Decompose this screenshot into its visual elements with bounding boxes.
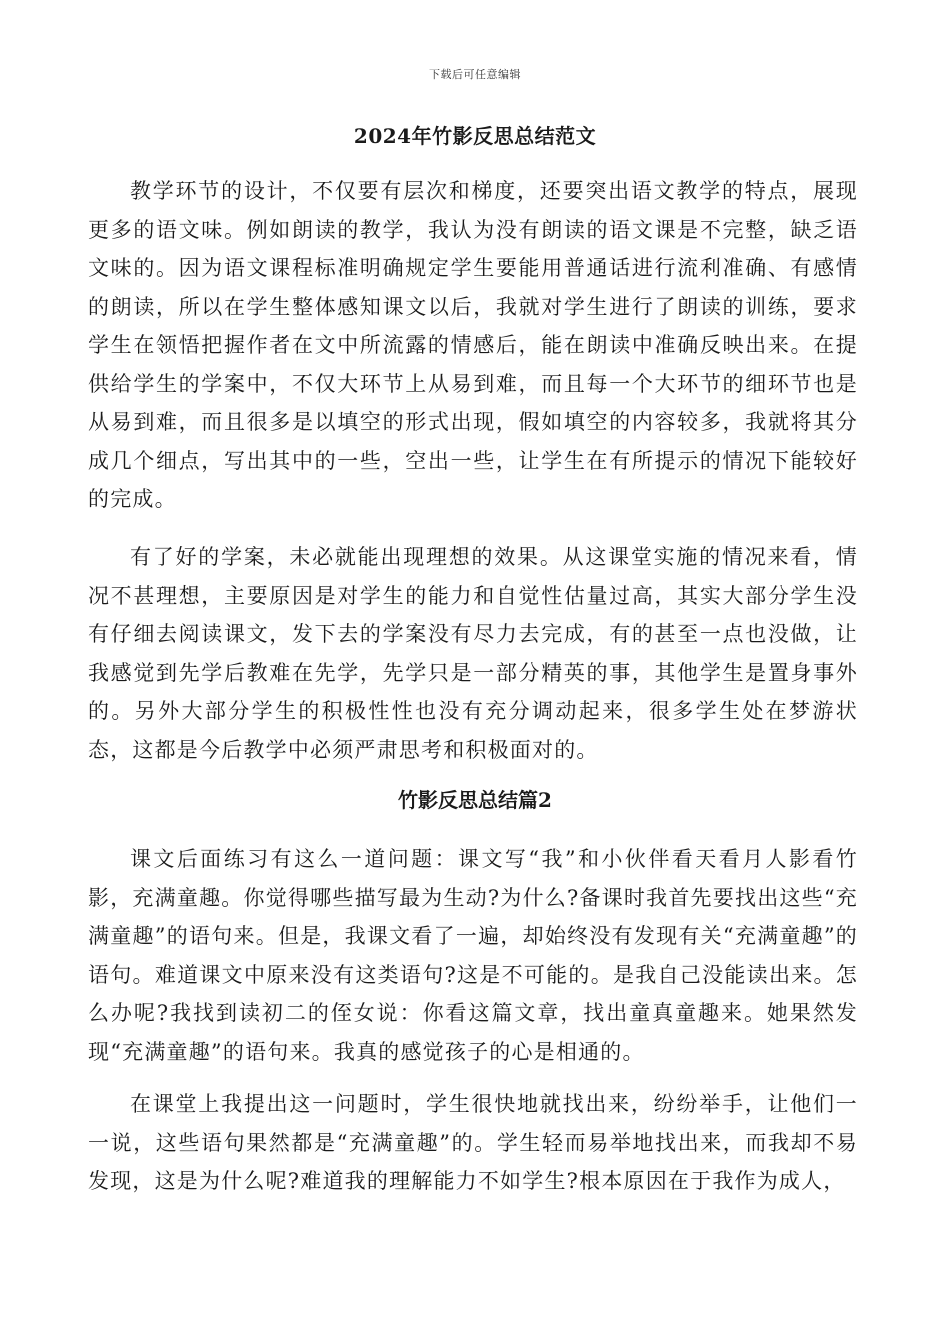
section-heading: 竹影反思总结篇2 bbox=[398, 788, 552, 812]
body-paragraph: 课文后面练习有这么一道问题：课文写“我”和小伙伴看天看月人影看竹影，充满童趣。你觉得哪些描写最为生动?为什么?备课时我首先要找出这些“充满童趣”的语句来。但是，我课文看了一遍，却始终没有发现有关“充满童趣”的语句。难道课文中原来没有这类语句?这是不可能的。是我自己没能读出来。怎么办呢?我找到读初二的侄女说：你看这篇文章，找出童真童趣来。她果然发现“充满童趣”的语句来。我真的感觉孩子的心是相通的。 bbox=[88, 847, 858, 1064]
body-paragraph: 教学环节的设计，不仅要有层次和梯度，还要突出语文教学的特点，展现更多的语文味。例如朗读的教学，我认为没有朗读的语文课是不完整，缺乏语文味的。因为语文课程标准明确规定学生要能用普通话进行流利准确、有感情的朗读，所以在学生整体感知课文以后，我就对学生进行了朗读的训练，要求学生在领悟把握作者在文中所流露的情感后，能在朗读中准确反映出来。在提供给学生的学案中，不仅大环节上从易到难，而且每一个大环节的细环节也是从易到难，而且很多是以填空的形式出现，假如填空的内容较多，我就将其分成几个细点，写出其中的一些，空出一些，让学生在有所提示的情况下能较好的完成。 bbox=[88, 179, 858, 511]
body-paragraph: 在课堂上我提出这一问题时，学生很快地就找出来，纷纷举手，让他们一一说，这些语句果然都是“充满童趣”的。学生轻而易举地找出来，而我却不易发现，这是为什么呢?难道我的理解能力不如学生?根本原因在于我作为成人， bbox=[88, 1092, 858, 1193]
body-paragraph: 有了好的学案，未必就能出现理想的效果。从这课堂实施的情况来看，情况不甚理想，主要原因是对学生的能力和自觉性估量过高，其实大部分学生没有仔细去阅读课文，发下去的学案没有尽力去完成，有的甚至一点也没做，让我感觉到先学后教难在先学，先学只是一部分精英的事，其他学生是置身事外的。另外大部分学生的积极性性也没有充分调动起来，很多学生处在梦游状态，这都是今后教学中必须严肃思考和积极面对的。 bbox=[88, 545, 858, 762]
header-note: 下载后可任意编辑 bbox=[429, 68, 521, 81]
document-title: 2024年竹影反思总结范文 bbox=[353, 124, 597, 148]
